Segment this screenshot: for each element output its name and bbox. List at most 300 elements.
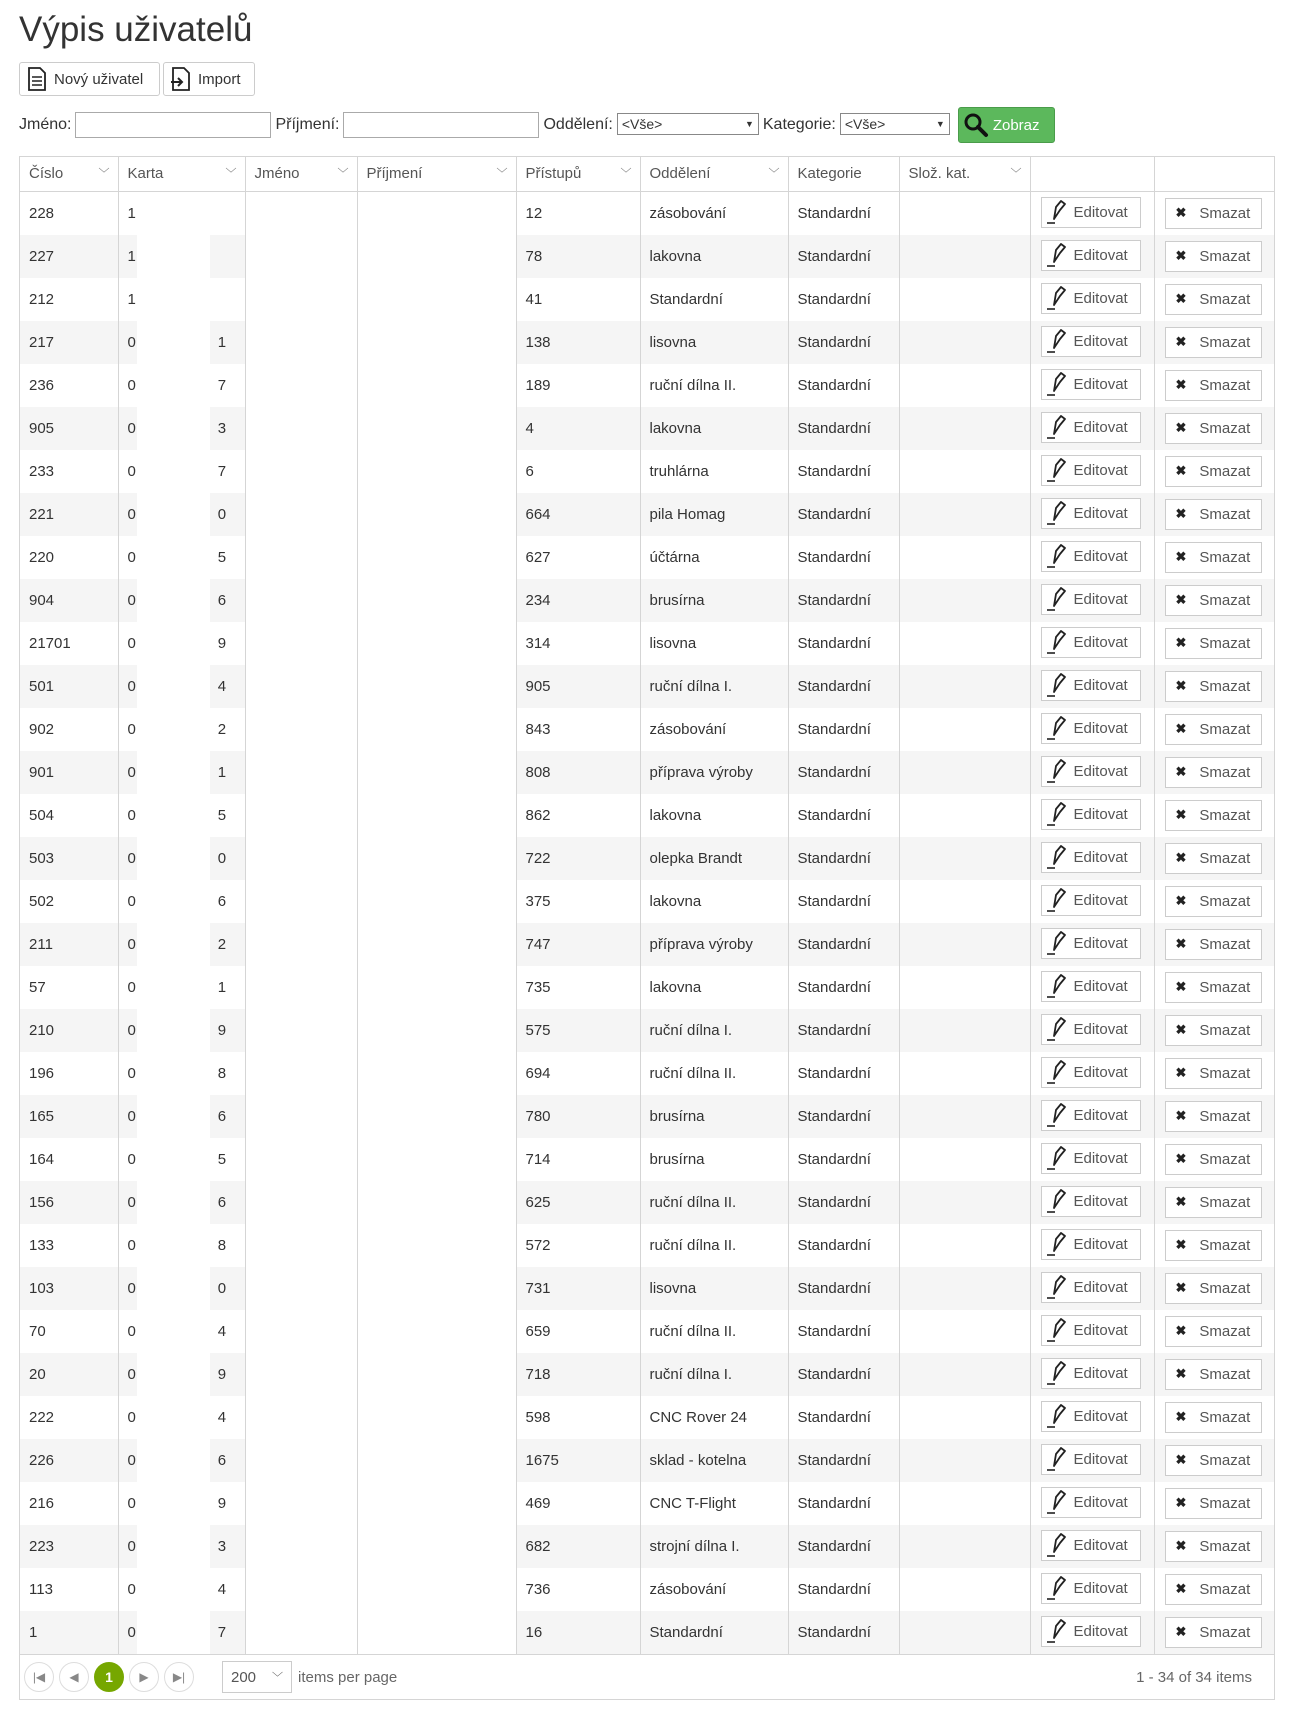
edit-button[interactable] (1041, 1315, 1141, 1346)
table-row[interactable] (20, 450, 1274, 493)
edit-button[interactable] (1041, 455, 1141, 486)
chevron-down-icon[interactable]: ﹀ (496, 168, 508, 180)
table-row[interactable] (20, 407, 1274, 450)
chevron-down-icon[interactable]: ﹀ (1010, 168, 1022, 180)
cell-kategorie: Standardní (788, 1310, 899, 1353)
table-row[interactable] (20, 1482, 1274, 1525)
table-row[interactable] (20, 923, 1274, 966)
karta-hidden (137, 1353, 209, 1396)
cell-jmeno (245, 1181, 357, 1224)
karta-hidden (137, 1267, 209, 1310)
cell-oddeleni: Standardní (640, 278, 788, 321)
cell-cislo: 233 (20, 450, 118, 493)
edit-button[interactable] (1041, 1143, 1141, 1174)
pencil-icon (1046, 285, 1068, 311)
edit-button[interactable] (1041, 584, 1141, 615)
delete-label: Smazat (1199, 1064, 1251, 1082)
table-row[interactable] (20, 622, 1274, 665)
karta-hidden (137, 364, 209, 407)
new-user-button[interactable] (19, 62, 160, 96)
karta-hidden (137, 1396, 209, 1439)
karta-prefix: 0 (127, 1064, 136, 1082)
edit-button[interactable] (1041, 842, 1141, 873)
pencil-icon (1046, 1446, 1068, 1472)
delete-label: Smazat (1199, 806, 1251, 824)
cell-delete (1154, 794, 1274, 837)
edit-label: Editovat (1073, 1364, 1128, 1382)
table-row[interactable] (20, 1396, 1274, 1439)
table-row[interactable] (20, 1310, 1274, 1353)
delete-label: Smazat (1199, 1580, 1251, 1598)
karta-prefix: 0 (127, 1236, 136, 1254)
karta-prefix: 0 (127, 677, 136, 695)
cell-oddeleni: ruční dílna II. (640, 364, 788, 407)
delete-button[interactable] (1165, 800, 1262, 831)
karta-hidden (137, 1224, 209, 1267)
cell-prijmeni (357, 1310, 516, 1353)
cell-edit (1030, 1267, 1154, 1310)
cell-sloz-kat (899, 708, 1030, 751)
karta-hidden (137, 1310, 209, 1353)
pencil-icon (1046, 199, 1068, 225)
karta-suffix: 7 (217, 376, 227, 394)
delete-button[interactable] (1165, 456, 1262, 487)
cell-delete (1154, 665, 1274, 708)
delete-button[interactable] (1165, 1101, 1262, 1132)
table-row[interactable] (20, 1052, 1274, 1095)
col-pristupu[interactable] (516, 157, 640, 191)
cell-jmeno (245, 1095, 357, 1138)
import-icon (170, 67, 192, 91)
cell-pristupu: 659 (516, 1310, 640, 1353)
cell-sloz-kat (899, 1525, 1030, 1568)
edit-label: Editovat (1073, 1063, 1128, 1081)
import-button[interactable] (163, 62, 255, 96)
edit-button[interactable] (1041, 1616, 1141, 1647)
karta-hidden (137, 1482, 209, 1525)
table-row[interactable] (20, 708, 1274, 751)
edit-button[interactable] (1041, 1229, 1141, 1260)
karta-suffix: 6 (217, 1451, 227, 1469)
delete-button[interactable] (1165, 1273, 1262, 1304)
delete-button[interactable] (1165, 585, 1262, 616)
cell-kategorie: Standardní (788, 1095, 899, 1138)
cell-pristupu: 694 (516, 1052, 640, 1095)
karta-suffix: 4 (217, 1580, 227, 1598)
pencil-icon (1046, 887, 1068, 913)
delete-button[interactable] (1165, 1058, 1262, 1089)
col-oddeleni[interactable] (640, 157, 788, 191)
cell-cislo: 236 (20, 364, 118, 407)
edit-button[interactable] (1041, 713, 1141, 744)
cell-pristupu: 780 (516, 1095, 640, 1138)
delete-button[interactable] (1165, 1187, 1262, 1218)
delete-button[interactable] (1165, 929, 1262, 960)
table-row[interactable] (20, 1138, 1274, 1181)
cell-cislo: 217 (20, 321, 118, 364)
cell-sloz-kat (899, 235, 1030, 278)
jmeno-input[interactable] (75, 112, 271, 138)
cell-pristupu: 682 (516, 1525, 640, 1568)
table-row[interactable] (20, 1095, 1274, 1138)
table-row[interactable] (20, 1009, 1274, 1052)
cell-edit (1030, 364, 1154, 407)
edit-button[interactable] (1041, 1530, 1141, 1561)
table-row[interactable] (20, 966, 1274, 1009)
edit-button[interactable] (1041, 1014, 1141, 1045)
cell-cislo: 502 (20, 880, 118, 923)
cell-prijmeni (357, 1439, 516, 1482)
chevron-down-icon[interactable]: ﹀ (337, 168, 349, 180)
cell-oddeleni: ruční dílna II. (640, 1224, 788, 1267)
delete-button[interactable] (1165, 1445, 1262, 1476)
table-row[interactable] (20, 1525, 1274, 1568)
cell-karta (118, 1525, 245, 1568)
table-row[interactable] (20, 665, 1274, 708)
delete-button[interactable] (1165, 1402, 1262, 1433)
delete-button[interactable] (1165, 284, 1262, 315)
delete-button[interactable] (1165, 671, 1262, 702)
pencil-icon (1046, 672, 1068, 698)
edit-button[interactable] (1041, 1444, 1141, 1475)
chevron-down-icon[interactable]: ﹀ (98, 168, 110, 180)
last-page-icon[interactable]: ▶| (164, 1662, 194, 1692)
cell-delete (1154, 493, 1274, 536)
cell-prijmeni (357, 1396, 516, 1439)
edit-button[interactable] (1041, 498, 1141, 529)
users-grid (19, 156, 1275, 1700)
table-row[interactable] (20, 321, 1274, 364)
karta-hidden (137, 536, 209, 579)
cell-oddeleni: sklad - kotelna (640, 1439, 788, 1482)
cell-sloz-kat (899, 1095, 1030, 1138)
cell-oddeleni: Standardní (640, 1611, 788, 1654)
delete-label: Smazat (1199, 1150, 1251, 1168)
cell-karta (118, 493, 245, 536)
edit-button[interactable] (1041, 412, 1141, 443)
cell-pristupu: 722 (516, 837, 640, 880)
col-prijmeni[interactable] (357, 157, 516, 191)
table-row[interactable] (20, 536, 1274, 579)
karta-prefix: 0 (127, 333, 136, 351)
karta-prefix: 0 (127, 505, 136, 523)
edit-button[interactable] (1041, 885, 1141, 916)
cell-karta (118, 1611, 245, 1654)
delete-label: Smazat (1199, 1236, 1251, 1254)
karta-prefix: 0 (127, 720, 136, 738)
col-karta[interactable] (118, 157, 245, 191)
col-sloz-kat[interactable] (899, 157, 1030, 191)
delete-button[interactable] (1165, 1359, 1262, 1390)
col-cislo[interactable] (20, 157, 118, 191)
edit-button[interactable] (1041, 928, 1141, 959)
page-title: Výpis uživatelů (19, 10, 253, 49)
karta-prefix: 0 (127, 1021, 136, 1039)
col-prijmeni-label: Příjmení (366, 165, 423, 183)
cell-delete (1154, 966, 1274, 1009)
delete-button[interactable] (1165, 757, 1262, 788)
table-row[interactable] (20, 880, 1274, 923)
delete-button[interactable] (1165, 241, 1262, 272)
table-row[interactable] (20, 1439, 1274, 1482)
table-row[interactable] (20, 1611, 1274, 1654)
delete-button[interactable] (1165, 370, 1262, 401)
cell-jmeno (245, 966, 357, 1009)
delete-button[interactable] (1165, 972, 1262, 1003)
delete-label: Smazat (1199, 935, 1251, 953)
karta-suffix: 0 (217, 849, 227, 867)
cell-cislo: 504 (20, 794, 118, 837)
delete-button[interactable] (1165, 542, 1262, 573)
cell-cislo: 904 (20, 579, 118, 622)
edit-button[interactable] (1041, 326, 1141, 357)
edit-button[interactable] (1041, 670, 1141, 701)
cell-oddeleni: olepka Brandt (640, 837, 788, 880)
cell-prijmeni (357, 1095, 516, 1138)
delete-button[interactable] (1165, 1617, 1262, 1648)
edit-button[interactable] (1041, 627, 1141, 658)
cell-prijmeni (357, 622, 516, 665)
cell-kategorie: Standardní (788, 1353, 899, 1396)
pencil-icon (1046, 1575, 1068, 1601)
cell-karta (118, 1568, 245, 1611)
close-icon: ✖ (1175, 248, 1187, 263)
close-icon: ✖ (1175, 635, 1187, 650)
cell-cislo: 20 (20, 1353, 118, 1396)
cell-kategorie: Standardní (788, 665, 899, 708)
cell-jmeno (245, 837, 357, 880)
cell-edit (1030, 665, 1154, 708)
close-icon: ✖ (1175, 1194, 1187, 1209)
cell-cislo: 905 (20, 407, 118, 450)
edit-button[interactable] (1041, 1358, 1141, 1389)
edit-button[interactable] (1041, 541, 1141, 572)
delete-button[interactable] (1165, 1144, 1262, 1175)
edit-button[interactable] (1041, 240, 1141, 271)
delete-button[interactable] (1165, 1574, 1262, 1605)
col-cislo-label: Číslo (29, 165, 64, 183)
cell-kategorie: Standardní (788, 708, 899, 751)
pencil-icon (1046, 844, 1068, 870)
delete-button[interactable] (1165, 1531, 1262, 1562)
delete-label: Smazat (1199, 1021, 1251, 1039)
delete-button[interactable] (1165, 1316, 1262, 1347)
edit-button[interactable] (1041, 971, 1141, 1002)
edit-button[interactable] (1041, 1401, 1141, 1432)
table-row[interactable] (20, 837, 1274, 880)
table-row[interactable] (20, 191, 1274, 235)
cell-delete (1154, 1138, 1274, 1181)
cell-cislo: 133 (20, 1224, 118, 1267)
prijmeni-label: Příjmení: (275, 116, 340, 133)
edit-button[interactable] (1041, 1186, 1141, 1217)
cell-delete (1154, 880, 1274, 923)
edit-button[interactable] (1041, 1100, 1141, 1131)
edit-button[interactable] (1041, 799, 1141, 830)
delete-label: Smazat (1199, 204, 1251, 222)
table-row[interactable] (20, 579, 1274, 622)
close-icon: ✖ (1175, 721, 1187, 736)
cell-oddeleni: lakovna (640, 794, 788, 837)
prijmeni-input[interactable] (343, 112, 539, 138)
edit-button[interactable] (1041, 1272, 1141, 1303)
page-size-select[interactable] (222, 1661, 292, 1693)
cell-kategorie: Standardní (788, 1267, 899, 1310)
filter-bar (19, 108, 1055, 142)
karta-suffix: 9 (217, 1494, 227, 1512)
karta-suffix: 4 (217, 1322, 227, 1340)
edit-label: Editovat (1073, 418, 1128, 436)
cell-pristupu: 375 (516, 880, 640, 923)
cell-delete (1154, 364, 1274, 407)
chevron-down-icon[interactable]: ﹀ (225, 168, 237, 180)
cell-jmeno (245, 1525, 357, 1568)
delete-button[interactable] (1165, 413, 1262, 444)
delete-button[interactable] (1165, 327, 1262, 358)
prev-page-icon[interactable]: ◀ (59, 1662, 89, 1692)
karta-suffix: 8 (217, 1064, 227, 1082)
edit-label: Editovat (1073, 762, 1128, 780)
cell-pristupu: 1675 (516, 1439, 640, 1482)
cell-edit (1030, 923, 1154, 966)
oddeleni-select[interactable] (617, 113, 759, 135)
edit-button[interactable] (1041, 197, 1141, 228)
delete-label: Smazat (1199, 1451, 1251, 1469)
cell-pristupu: 41 (516, 278, 640, 321)
edit-label: Editovat (1073, 1321, 1128, 1339)
document-icon (26, 67, 48, 91)
table-row[interactable] (20, 1267, 1274, 1310)
delete-button[interactable] (1165, 886, 1262, 917)
cell-sloz-kat (899, 364, 1030, 407)
cell-edit (1030, 1052, 1154, 1095)
edit-button[interactable] (1041, 1487, 1141, 1518)
cell-oddeleni: účtárna (640, 536, 788, 579)
header-row (20, 157, 1274, 191)
cell-sloz-kat (899, 880, 1030, 923)
karta-prefix: 0 (127, 935, 136, 953)
table-row[interactable] (20, 493, 1274, 536)
pencil-icon (1046, 543, 1068, 569)
cell-pristupu: 718 (516, 1353, 640, 1396)
first-page-icon[interactable]: |◀ (24, 1662, 54, 1692)
karta-hidden (137, 192, 209, 235)
delete-label: Smazat (1199, 1408, 1251, 1426)
table-row[interactable] (20, 364, 1274, 407)
karta-prefix: 0 (127, 548, 136, 566)
table-row[interactable] (20, 794, 1274, 837)
cell-jmeno (245, 1138, 357, 1181)
page-number[interactable]: 1 (94, 1662, 124, 1692)
close-icon: ✖ (1175, 506, 1187, 521)
pencil-icon (1046, 1059, 1068, 1085)
karta-hidden (137, 837, 209, 880)
cell-oddeleni: ruční dílna II. (640, 1310, 788, 1353)
pager (20, 1654, 1274, 1699)
delete-button[interactable] (1165, 843, 1262, 874)
delete-button[interactable] (1165, 1015, 1262, 1046)
cell-oddeleni: truhlárna (640, 450, 788, 493)
zobraz-button[interactable] (958, 107, 1055, 143)
cell-karta (118, 191, 245, 235)
table-row[interactable] (20, 1181, 1274, 1224)
karta-hidden (137, 1568, 209, 1611)
cell-cislo: 21701 (20, 622, 118, 665)
col-jmeno[interactable] (245, 157, 357, 191)
cell-jmeno (245, 708, 357, 751)
edit-button[interactable] (1041, 369, 1141, 400)
cell-cislo: 211 (20, 923, 118, 966)
delete-button[interactable] (1165, 714, 1262, 745)
delete-button[interactable] (1165, 628, 1262, 659)
col-kategorie[interactable] (788, 157, 899, 191)
kategorie-select[interactable] (840, 113, 950, 135)
cell-oddeleni: lisovna (640, 1267, 788, 1310)
cell-kategorie: Standardní (788, 278, 899, 321)
chevron-down-icon[interactable]: ﹀ (768, 168, 780, 180)
pencil-icon (1046, 758, 1068, 784)
chevron-down-icon[interactable]: ﹀ (620, 168, 632, 180)
cell-kategorie: Standardní (788, 536, 899, 579)
edit-button[interactable] (1041, 1057, 1141, 1088)
karta-prefix: 0 (127, 978, 136, 996)
delete-button[interactable] (1165, 1488, 1262, 1519)
edit-button[interactable] (1041, 1573, 1141, 1604)
delete-button[interactable] (1165, 198, 1262, 229)
close-icon: ✖ (1175, 1624, 1187, 1639)
next-page-icon[interactable]: ▶ (129, 1662, 159, 1692)
karta-suffix: 3 (217, 1537, 227, 1555)
cell-cislo: 226 (20, 1439, 118, 1482)
search-icon (963, 112, 989, 138)
karta-prefix: 0 (127, 376, 136, 394)
cell-pristupu: 234 (516, 579, 640, 622)
table-row[interactable] (20, 235, 1274, 278)
table-row[interactable] (20, 1224, 1274, 1267)
cell-jmeno (245, 1224, 357, 1267)
cell-cislo: 165 (20, 1095, 118, 1138)
cell-edit (1030, 1310, 1154, 1353)
cell-pristupu: 469 (516, 1482, 640, 1525)
cell-cislo: 221 (20, 493, 118, 536)
edit-button[interactable] (1041, 283, 1141, 314)
cell-delete (1154, 1439, 1274, 1482)
cell-pristupu: 664 (516, 493, 640, 536)
karta-suffix: 5 (217, 806, 227, 824)
delete-button[interactable] (1165, 1230, 1262, 1261)
edit-button[interactable] (1041, 756, 1141, 787)
cell-delete (1154, 1052, 1274, 1095)
table-row[interactable] (20, 1353, 1274, 1396)
karta-hidden (137, 665, 209, 708)
delete-button[interactable] (1165, 499, 1262, 530)
karta-hidden (137, 1009, 209, 1052)
cell-oddeleni: lisovna (640, 622, 788, 665)
cell-sloz-kat (899, 794, 1030, 837)
karta-hidden (137, 622, 209, 665)
edit-label: Editovat (1073, 1106, 1128, 1124)
table-row[interactable] (20, 278, 1274, 321)
karta-hidden (137, 1095, 209, 1138)
cell-pristupu: 808 (516, 751, 640, 794)
edit-label: Editovat (1073, 375, 1128, 393)
karta-suffix: 8 (217, 1236, 227, 1254)
table-row[interactable] (20, 751, 1274, 794)
table-row[interactable] (20, 1568, 1274, 1611)
cell-edit (1030, 450, 1154, 493)
col-jmeno-label: Jméno (254, 165, 300, 183)
cell-jmeno (245, 1568, 357, 1611)
